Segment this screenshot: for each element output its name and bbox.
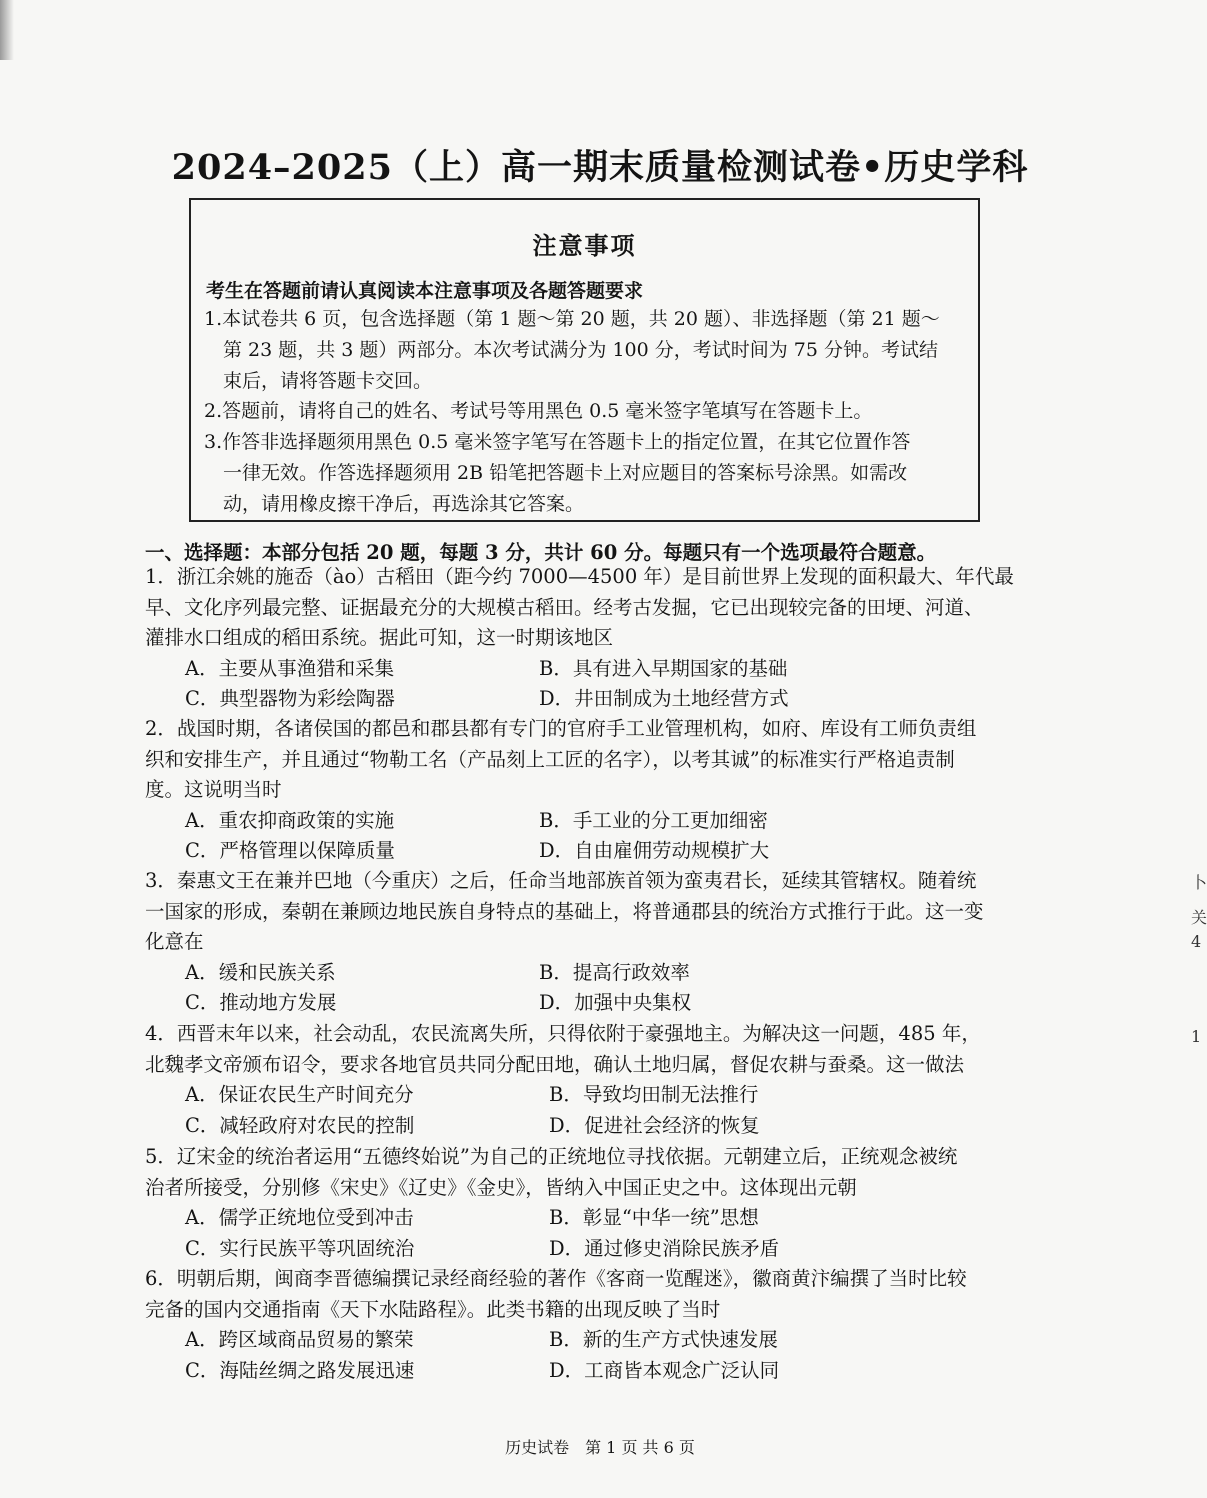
option-c: C．推动地方发展 bbox=[185, 991, 337, 1014]
question-stem-line: 3．秦惠文王在兼并巴地（今重庆）之后，任命当地部族首领为蛮夷君长，延续其管辖权。随着统 bbox=[145, 869, 977, 892]
option-a: A．主要从事渔猎和采集 bbox=[185, 656, 395, 680]
option-c: C．典型器物为彩绘陶器 bbox=[185, 687, 395, 710]
question-stem-line: 2．战国时期，各诸侯国的都邑和郡县都有专门的官府手工业管理机构，如府、库设有工师负责组 bbox=[145, 717, 977, 740]
option-c: C．严格管理以保障质量 bbox=[185, 839, 395, 862]
notice-heading: 注意事项 bbox=[532, 231, 637, 260]
edge-mark: 1 bbox=[1191, 1027, 1202, 1046]
question-3 bbox=[145, 866, 1045, 1019]
question-stem-line: 早、文化序列最完整、证据最充分的大规模古稻田。经考古发掘，它已出现较完备的田埂、河道、 bbox=[145, 595, 984, 619]
notice-line: 一律无效。作答选择题须用 2B 铅笔把答题卡上对应题目的答案标号涂黑。如需改 bbox=[223, 462, 908, 484]
question-stem-line: 度。这说明当时 bbox=[145, 778, 282, 801]
option-a: A．儒学正统地位受到冲击 bbox=[185, 1206, 414, 1229]
option-d: D．加强中央集权 bbox=[539, 991, 692, 1014]
edge-mark: 4 bbox=[1191, 932, 1202, 951]
notice-line: 1.本试卷共 6 页，包含选择题（第 1 题～第 20 题，共 20 题）、非选择题（第 21 题～ bbox=[204, 308, 940, 330]
option-b: B．彰显“中华一统”思想 bbox=[549, 1206, 759, 1229]
option-b: B．提高行政效率 bbox=[539, 960, 690, 984]
edge-mark: 卜 bbox=[1191, 873, 1207, 892]
option-d: D．井田制成为土地经营方式 bbox=[539, 687, 789, 710]
option-d: D．自由雇佣劳动规模扩大 bbox=[539, 839, 770, 862]
notice-item-3 bbox=[204, 427, 974, 520]
option-b: B．新的生产方式快速发展 bbox=[549, 1328, 778, 1351]
question-stem-line: 织和安排生产，并且通过“物勒工名（产品刻上工匠的名字），以考其诚”的标准实行严格追责制 bbox=[145, 747, 955, 771]
question-stem-line: 灌排水口组成的稻田系统。据此可知，这一时期该地区 bbox=[145, 626, 614, 649]
page-footer: 历史试卷 第 1 页 共 6 页 bbox=[505, 1438, 695, 1457]
question-stem-line: 完备的国内交通指南《天下水陆路程》。此类书籍的出现反映了当时 bbox=[145, 1297, 721, 1321]
question-stem-line: 1．浙江余姚的施岙（ào）古稻田（距今约 7000—4500 年）是目前世界上发现的面积最大、年代最 bbox=[145, 565, 1014, 588]
question-stem-line: 治者所接受，分别修《宋史》《辽史》《金史》，皆纳入中国正史之中。这体现出元朝 bbox=[145, 1175, 857, 1199]
notice-line: 动，请用橡皮擦干净后，再选涂其它答案。 bbox=[223, 493, 585, 515]
question-stem-line: 北魏孝文帝颁布诏令，要求各地官员共同分配田地，确认土地归属，督促农耕与蚕桑。这一做法 bbox=[145, 1052, 965, 1076]
option-d: D．通过修史消除民族矛盾 bbox=[549, 1236, 780, 1260]
edge-mark: 关 bbox=[1191, 908, 1207, 927]
notice-line: 2.答题前，请将自己的姓名、考试号等用黑色 0.5 毫米签字笔填写在答题卡上。 bbox=[204, 400, 873, 422]
option-a: A．保证农民生产时间充分 bbox=[185, 1083, 414, 1106]
option-c: C．实行民族平等巩固统治 bbox=[185, 1236, 415, 1260]
option-d: D．促进社会经济的恢复 bbox=[549, 1113, 760, 1137]
question-1 bbox=[145, 562, 1045, 715]
option-c: C．海陆丝绸之路发展迅速 bbox=[185, 1358, 415, 1382]
notice-item-1 bbox=[204, 304, 974, 397]
option-b: B．具有进入早期国家的基础 bbox=[539, 656, 788, 680]
notice-item-2 bbox=[204, 396, 974, 427]
option-a: A．缓和民族关系 bbox=[185, 960, 336, 984]
question-2 bbox=[145, 714, 1045, 867]
question-6 bbox=[145, 1264, 1045, 1386]
option-a: A．重农抑商政策的实施 bbox=[185, 808, 395, 832]
notice-line: 束后，请将答题卡交回。 bbox=[223, 370, 433, 392]
notice-line: 第 23 题，共 3 题）两部分。本次考试满分为 100 分，考试时间为 75 分钟。考试结 bbox=[223, 339, 939, 361]
option-b: B．手工业的分工更加细密 bbox=[539, 808, 768, 832]
option-d: D．工商皆本观念广泛认同 bbox=[549, 1358, 780, 1382]
question-stem-line: 一国家的形成，秦朝在兼顾边地民族自身特点的基础上，将普通郡县的统治方式推行于此。这一变 bbox=[145, 899, 984, 923]
question-5 bbox=[145, 1142, 1045, 1264]
option-c: C．减轻政府对农民的控制 bbox=[185, 1113, 415, 1137]
notice-line: 3.作答非选择题须用黑色 0.5 毫米签字笔写在答题卡上的指定位置，在其它位置作答 bbox=[204, 431, 911, 453]
question-stem-line: 4．西晋末年以来，社会动乱，农民流离失所，只得依附于豪强地主。为解决这一问题，485 年， bbox=[145, 1022, 981, 1045]
question-stem-line: 5．辽宋金的统治者运用“五德终始说”为自己的正统地位寻找依据。元朝建立后，正统观念被统 bbox=[145, 1145, 958, 1168]
section-heading: 一、选择题：本部分包括 20 题，每题 3 分，共计 60 分。每题只有一个选项最符合题意。 bbox=[145, 541, 937, 564]
question-4 bbox=[145, 1019, 1045, 1141]
scan-shadow bbox=[0, 0, 14, 60]
question-stem-line: 化意在 bbox=[145, 930, 204, 953]
option-b: B．导致均田制无法推行 bbox=[549, 1083, 759, 1106]
page-title: 2024–2025（上）高一期末质量检测试卷•历史学科 bbox=[171, 147, 1029, 188]
notice-intro: 考生在答题前请认真阅读本注意事项及各题答题要求 bbox=[206, 280, 644, 302]
question-stem-line: 6．明朝后期，闽商李晋德编撰记录经商经验的著作《客商一览醒迷》，徽商黄汴编撰了当时比较 bbox=[145, 1267, 967, 1290]
notice-box bbox=[189, 198, 980, 522]
option-a: A．跨区域商品贸易的繁荣 bbox=[185, 1328, 414, 1351]
